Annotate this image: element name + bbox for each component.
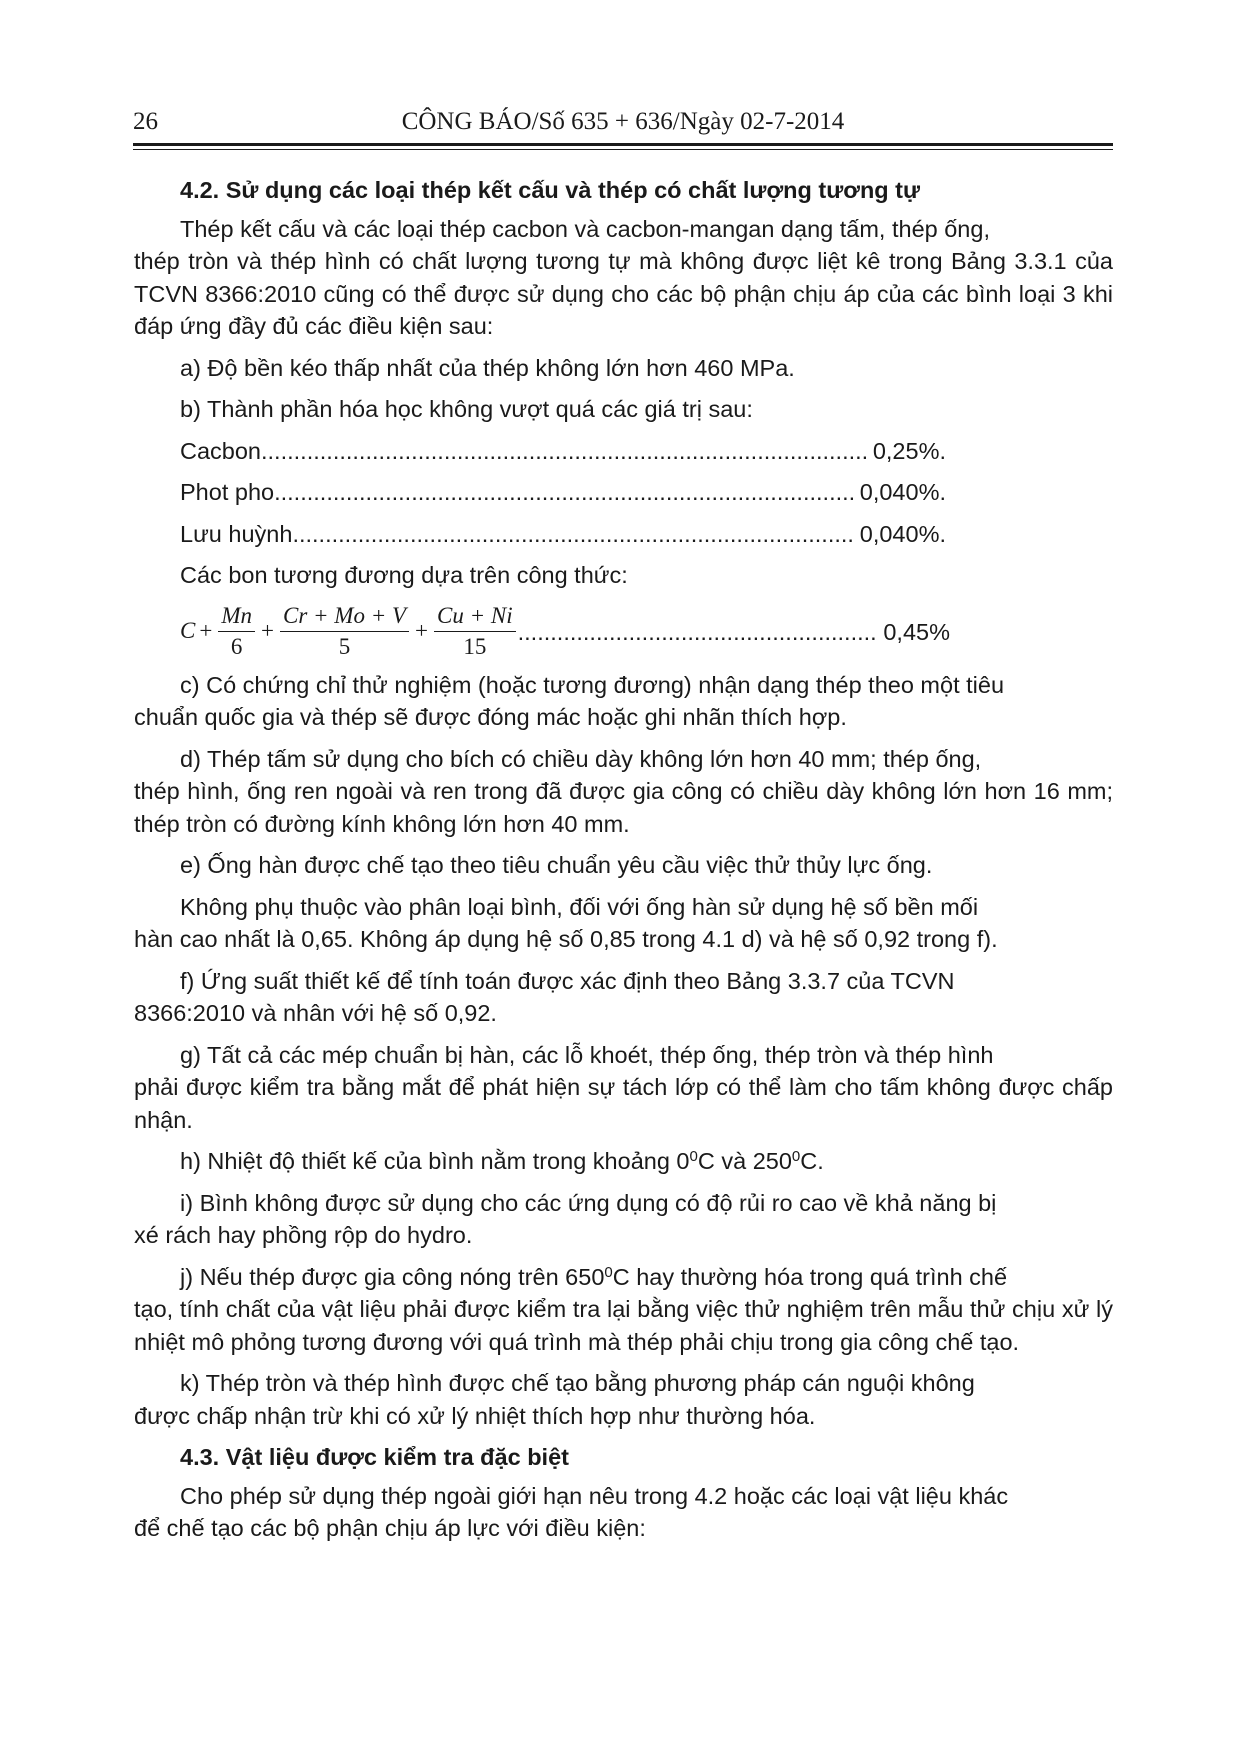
header-rule-thick xyxy=(133,143,1113,146)
item-j-text-2: C hay thường hóa trong quá trình chế xyxy=(612,1263,1008,1290)
item-j-rest: tạo, tính chất của vật liệu phải được kiểm tra lại bằng việc thử nghiệm trên mẫu thử chịu xử lý nhiệt mô phỏng tương đương với quá trình mà thép phải chịu trong gia công chế tạo. xyxy=(134,1296,1113,1355)
degree-superscript: 0 xyxy=(689,1148,698,1165)
item-j-first-line xyxy=(180,1261,1113,1294)
composition-phosphorus-value: 0,040%. xyxy=(859,479,946,505)
item-j-text-1: j) Nếu thép được gia công nóng trên 650 xyxy=(180,1263,605,1290)
formula-fraction-cr-mo-v xyxy=(280,603,409,660)
composition-sulfur-label: Lưu huỳnh xyxy=(180,520,293,547)
gazette-title: CÔNG BÁO/Số 635 + 636/Ngày 02-7-2014 xyxy=(401,108,845,135)
welded-pipe-note-rest: hàn cao nhất là 0,65. Không áp dụng hệ số 0,85 trong 4.1 d) và hệ số 0,92 trong f). xyxy=(134,926,998,952)
document-body xyxy=(134,174,1113,1554)
item-e: e) Ống hàn được chế tạo theo tiêu chuẩn yêu cầu việc thử thủy lực ống. xyxy=(180,852,933,878)
formula-denominator: 15 xyxy=(463,634,487,659)
item-f xyxy=(134,965,1113,1030)
item-c-rest: chuẩn quốc gia và thép sẽ được đóng mác hoặc ghi nhãn thích hợp. xyxy=(134,704,847,730)
welded-pipe-note-first-line: Không phụ thuộc vào phân loại bình, đối với ống hàn sử dụng hệ số bền mối xyxy=(180,893,979,920)
formula-plus: + xyxy=(199,618,213,644)
page-header xyxy=(133,108,1113,142)
dot-leader xyxy=(518,616,878,649)
item-c xyxy=(134,669,1113,734)
section-4-3-intro xyxy=(134,1480,1113,1545)
carbon-equivalent-formula xyxy=(180,601,950,663)
section-4-3-intro-first-line: Cho phép sử dụng thép ngoài giới hạn nêu trong 4.2 hoặc các loại vật liệu khác xyxy=(180,1482,1009,1509)
item-i xyxy=(134,1187,1113,1252)
header-rule-thin xyxy=(133,149,1113,150)
item-c-first-line: c) Có chứng chỉ thử nghiệm (hoặc tương đương) nhận dạng thép theo một tiêu xyxy=(180,671,1005,698)
item-i-rest: xé rách hay phồng rộp do hydro. xyxy=(134,1222,473,1248)
item-b: b) Thành phần hóa học không vượt quá các giá trị sau: xyxy=(180,396,753,422)
formula-fraction-cu-ni xyxy=(434,603,516,660)
section-4-3-heading: 4.3. Vật liệu được kiểm tra đặc biệt xyxy=(180,1444,569,1470)
composition-carbon-value: 0,25%. xyxy=(872,437,946,464)
item-j xyxy=(134,1261,1113,1359)
formula-plus: + xyxy=(261,618,274,644)
item-g xyxy=(134,1039,1113,1137)
item-f-first-line: f) Ứng suất thiết kế để tính toán được xác định theo Bảng 3.3.7 của TCVN xyxy=(180,967,955,994)
item-i-first-line: i) Bình không được sử dụng cho các ứng dụng có độ rủi ro cao về khả năng bị xyxy=(180,1189,997,1216)
dot-leader xyxy=(292,518,855,551)
item-k-first-line: k) Thép tròn và thép hình được chế tạo bằng phương pháp cán nguội không xyxy=(180,1370,975,1396)
item-d xyxy=(134,743,1113,841)
item-h-text-1: h) Nhiệt độ thiết kế của bình nằm trong khoảng 0 xyxy=(180,1148,690,1174)
composition-sulfur xyxy=(180,518,946,551)
composition-carbon xyxy=(180,435,946,468)
page-number: 26 xyxy=(133,108,158,135)
formula-c: C xyxy=(180,618,196,644)
item-g-first-line: g) Tất cả các mép chuẩn bị hàn, các lỗ khoét, thép ống, thép tròn và thép hình xyxy=(180,1041,994,1068)
item-k-rest: được chấp nhận trừ khi có xử lý nhiệt thích hợp như thường hóa. xyxy=(134,1402,816,1429)
dot-leader xyxy=(274,476,856,509)
carbon-equivalent-label: Các bon tương đương dựa trên công thức: xyxy=(180,562,628,588)
composition-sulfur-value: 0,040%. xyxy=(859,520,946,547)
section-4-3-intro-rest: để chế tạo các bộ phận chịu áp lực với điều kiện: xyxy=(134,1515,646,1541)
item-a: a) Độ bền kéo thấp nhất của thép không lớn hơn 460 MPa. xyxy=(180,354,795,381)
item-h xyxy=(180,1145,1113,1178)
section-4-2-intro-first-line: Thép kết cấu và các loại thép cacbon và cacbon-mangan dạng tấm, thép ống, xyxy=(180,215,990,242)
section-4-2-intro-rest: thép tròn và thép hình có chất lượng tương tự mà không được liệt kê trong Bảng 3.3.1 của TCVN 8366:2010 cũng có thể được sử dụng cho các bộ phận chịu áp của các bình loại 3 khi đáp ứng đầy đủ các điều kiện sau: xyxy=(134,248,1113,339)
formula-denominator: 6 xyxy=(230,634,243,659)
item-h-text-2: C và 250 xyxy=(697,1148,792,1174)
welded-pipe-note xyxy=(134,891,1113,956)
section-4-2-intro xyxy=(134,213,1113,343)
formula-expression xyxy=(180,603,518,660)
item-f-rest: 8366:2010 và nhân với hệ số 0,92. xyxy=(134,1000,497,1026)
composition-phosphorus xyxy=(180,476,946,509)
formula-numerator: Mn xyxy=(218,603,255,632)
formula-plus: + xyxy=(415,618,429,644)
degree-superscript: 0 xyxy=(604,1263,613,1281)
section-4-2-heading: 4.2. Sử dụng các loại thép kết cấu và thép có chất lượng tương tự xyxy=(180,177,921,203)
item-k xyxy=(134,1367,1113,1432)
item-d-first-line: d) Thép tấm sử dụng cho bích có chiều dày không lớn hơn 40 mm; thép ống, xyxy=(180,745,982,772)
composition-phosphorus-label: Phot pho xyxy=(180,479,275,505)
formula-fraction-mn xyxy=(218,603,255,660)
formula-numerator: Cr + Mo + V xyxy=(280,603,409,632)
formula-value: 0,45% xyxy=(883,619,950,645)
dot-leader xyxy=(261,435,869,468)
formula-numerator: Cu + Ni xyxy=(434,603,516,632)
composition-carbon-label: Cacbon xyxy=(180,437,261,464)
item-d-rest: thép hình, ống ren ngoài và ren trong đã được gia công có chiều dày không lớn hơn 16 mm; thép tròn có đường kính không lớn hơn 40 mm. xyxy=(134,778,1113,837)
formula-denominator: 5 xyxy=(338,634,351,659)
degree-superscript: 0 xyxy=(791,1148,801,1165)
item-h-text-3: C. xyxy=(800,1148,824,1174)
item-g-rest: phải được kiểm tra bằng mắt để phát hiện sự tách lớp có thể làm cho tấm không được chấp nhận. xyxy=(134,1074,1113,1133)
